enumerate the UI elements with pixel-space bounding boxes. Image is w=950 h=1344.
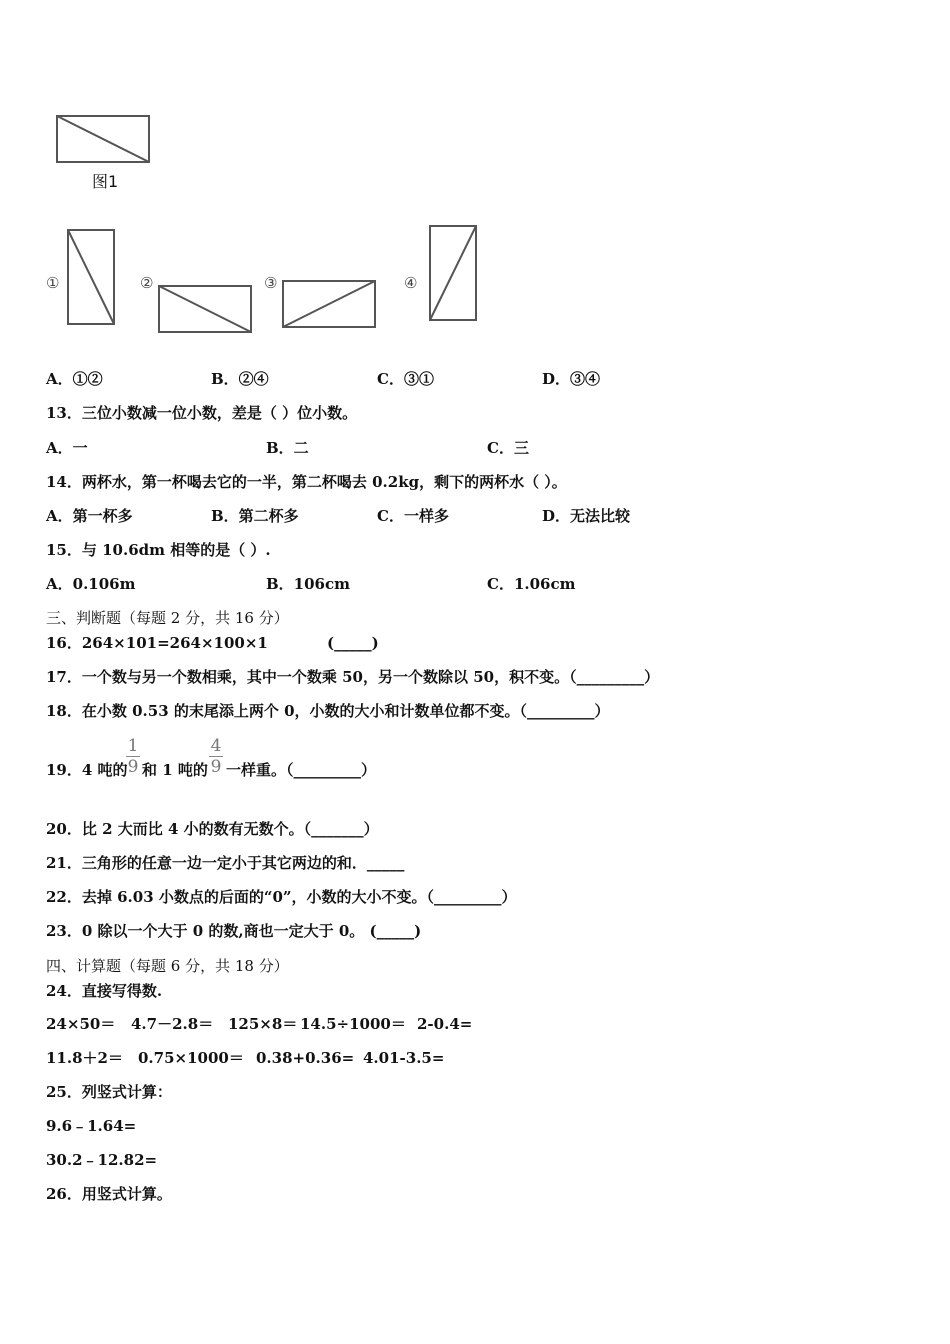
q24-row1-item-4: 14.5÷1000＝ (300, 1015, 406, 1033)
q24-row1-item-3: 125×8＝ (228, 1015, 298, 1033)
q13-choice-a: A．一 (46, 439, 88, 457)
q13-choice-c: C．三 (487, 439, 529, 457)
q19-fraction-2 (209, 737, 223, 776)
q17-stem: 17．一个数与另一个数相乘，其中一个数乘 50，另一个数除以 50，积不变。（_________） (46, 668, 660, 686)
q19-part-3: 一样重。（_________） (226, 761, 377, 779)
q12-choice-d: D．③④ (542, 370, 601, 388)
q13-choice-b: B．二 (266, 439, 309, 457)
section-4-heading: 四、计算题（每题 6 分，共 18 分） (46, 957, 289, 975)
q24-row2-item-2: 0.75×1000＝ (138, 1049, 244, 1067)
figure-1-caption: 图1 (92, 172, 119, 191)
q19-fraction-1 (126, 737, 140, 776)
figure-1-rectangle (55, 114, 151, 164)
q12-choice-c: C．③① (377, 370, 434, 388)
q19-fraction-2-numerator: 4 (210, 736, 222, 756)
q26-stem: 26．用竖式计算。 (46, 1185, 172, 1203)
q19-part-1: 19．4 吨的 (46, 761, 128, 779)
q14-choice-b: B．第二杯多 (211, 507, 299, 525)
q12-choice-a: A．①② (46, 370, 103, 388)
q21-stem: 21．三角形的任意一边一定小于其它两边的和．_____ (46, 854, 405, 872)
q15-choice-a: A．0.106m (46, 575, 136, 593)
q12-choice-b: B．②④ (211, 370, 269, 388)
q19-fraction-1-numerator: 1 (127, 736, 139, 756)
q25-stem: 25．列竖式计算： (46, 1083, 172, 1101)
figure-label-4: ④ (404, 274, 418, 292)
figure-label-1: ① (46, 274, 60, 292)
q24-row2-item-4: 4.01-3.5= (363, 1049, 445, 1067)
q14-choice-a: A．第一杯多 (46, 507, 133, 525)
q24-row1-item-5: 2-0.4= (417, 1015, 473, 1033)
q18-stem: 18．在小数 0.53 的末尾添上两个 0，小数的大小和计数单位都不变。（_________） (46, 702, 610, 720)
q19-part-2: 和 1 吨的 (142, 761, 208, 779)
q16-blank: (_____) (327, 634, 379, 652)
figure-label-3: ③ (264, 274, 278, 292)
option-figure-2 (157, 284, 253, 334)
q25-item-2: 30.2﹣12.82= (46, 1151, 158, 1169)
q14-choice-c: C．一样多 (377, 507, 449, 525)
q15-choice-c: C．1.06cm (487, 575, 576, 593)
figure-label-2: ② (140, 274, 154, 292)
q23-stem: 23．0 除以一个大于 0 的数,商也一定大于 0。 (_____) (46, 922, 422, 940)
q19-fraction-1-denominator: 9 (127, 757, 139, 777)
option-figure-1 (66, 228, 116, 326)
option-figure-3 (281, 279, 377, 329)
q19-fraction-2-denominator: 9 (210, 757, 222, 777)
q24-stem: 24．直接写得数. (46, 982, 163, 1000)
section-3-heading: 三、判断题（每题 2 分，共 16 分） (46, 609, 289, 627)
q24-row1-item-2: 4.7－2.8＝ (131, 1015, 214, 1033)
q15-stem: 15．与 10.6dm 相等的是（ ）. (46, 541, 271, 559)
q20-stem: 20．比 2 大而比 4 小的数有无数个。（_______） (46, 820, 379, 838)
q24-row1-item-1: 24×50＝ (46, 1015, 116, 1033)
q24-row2-item-3: 0.38+0.36= (256, 1049, 355, 1067)
q16-stem: 16．264×101=264×100×1 (46, 634, 268, 652)
q14-stem: 14．两杯水，第一杯喝去它的一半，第二杯喝去 0.2kg，剩下的两杯水（ ）。 (46, 473, 567, 491)
q22-stem: 22．去掉 6.03 小数点的后面的“0”，小数的大小不变。（_________） (46, 888, 517, 906)
q14-choice-d: D．无法比较 (542, 507, 631, 525)
q25-item-1: 9.6﹣1.64= (46, 1117, 137, 1135)
option-figure-4 (428, 224, 478, 322)
q24-row2-item-1: 11.8＋2＝ (46, 1049, 123, 1067)
q15-choice-b: B．106cm (266, 575, 350, 593)
q13-stem: 13．三位小数减一位小数，差是（ ）位小数。 (46, 404, 358, 422)
